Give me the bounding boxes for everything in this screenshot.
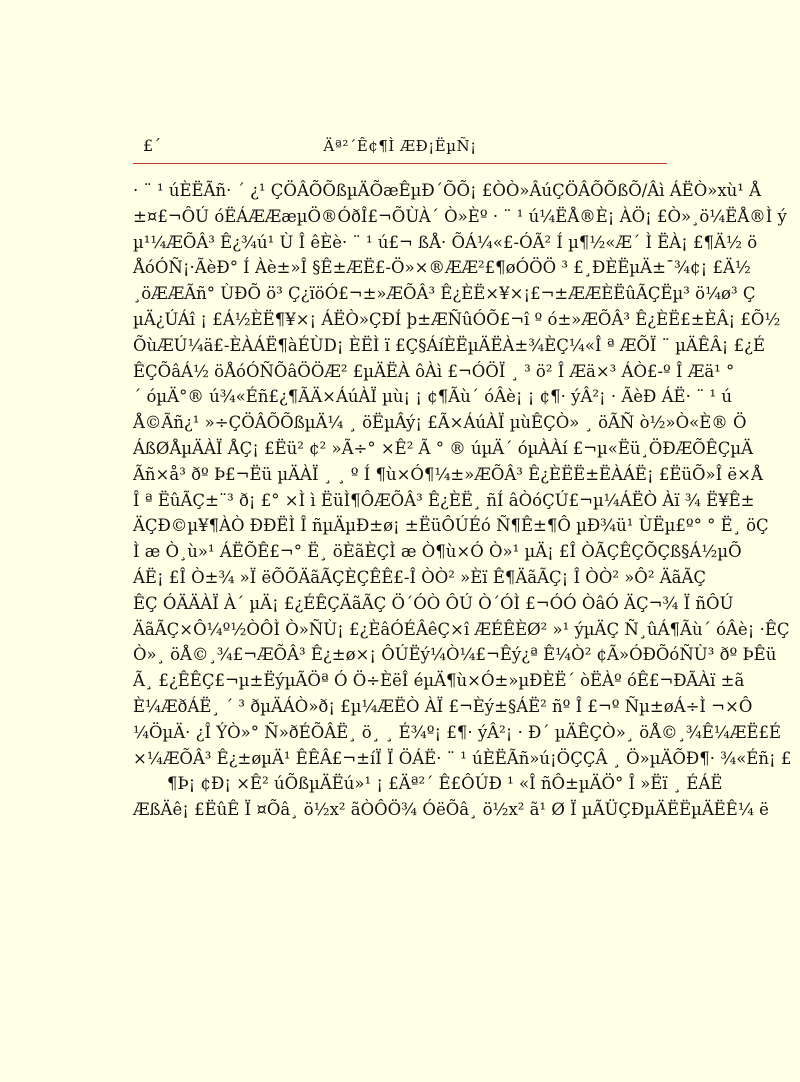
running-title: Äª²´Ê¢¶Ì ÆÐ¡ËµÑ¡: [323, 137, 477, 155]
text-line: È¼ÆðÁË¸ ´ ³ ðµÄÁÒ»ð¡ £µ¼ÆËÒ ÀÏ £¬Èý±§ÁË² ñº Î £¬º Ñµ±øÁ÷Ì ¬×Ô: [133, 696, 753, 716]
text-line: µÄ¿ÚÁî ¡ £Á½ÈË¶¥×¡ ÁËÒ»ÇÐÍ þ±ÆÑûÓÕ£¬î º ó±»ÆÕÂ³ Ê¿ÈË£±ÈÂ¡ £Õ½: [133, 309, 781, 329]
text-line: Ò»¸ öÅ©¸¾£¬ÆÕÂ³ Ê¿±ø×¡ ÔÚËý¼Ò¼£¬Êý¿ª Ê¼Ò² ¢Ã»ÓÐÕóÑÙ³ ðº ÞÊü: [133, 645, 777, 665]
text-line: Ã¸ £¿ÊÊÇ£¬µ±ËýµÃÖª Ó Ö÷ÈëÎ éµÄ¶ù×Ó±»µÐÈË´ òËÀº óÊ£¬ÐÃÀï ±ã: [133, 671, 745, 691]
text-line: µ¹¼ÆÕÂ³ Ê¿¾ú¹ Ù Î êÈè· ¨ ¹ ú£¬ ßÅ· ÕÁ¼«£-ÓÃ² Í µ¶½«Æ´ Ì ËÀ¡ £¶Ä½ ö: [133, 232, 758, 252]
text-line: ÄãÃÇ×Ô¼º½ÒÔÌ Ò»ÑÙ¡ £¿ÈâÓÉÂêÇ×î ÆÉÊÈØ² »¹ ýµÄÇ Ñ¸ûÁ¶Ãù´ óÂè¡ ·ÊÇ: [133, 619, 790, 639]
text-line: ÁË¡ £Î Ò±¾ »Ï ëÕÕÄãÃÇÈÇÊÊ£-Î ÒÒ² »Èï Ê¶ÄãÃÇ¡ Î ÒÒ² »Ô² ÄãÃÇ: [133, 567, 706, 587]
text-line: ÁßØÅµÄÀÏ ÅÇ¡ £Ëü² ¢² »Ã÷° ×Ê² Ã ° ® úµÄ´ óµÀÀí £¬µ«Ëü¸ÖÐÆÕÊÇµÄ: [133, 438, 753, 458]
text-line: ´ óµÄ°® ú¾«Éñ£¿¶ÃÄ×ÁúÀÏ µù¡ ¡ ¢¶Ãù´ óÂè¡ ¡ ¢¶· ýÂ²¡ · ÃèÐ ÁË· ¨ ¹ ú: [133, 387, 733, 407]
text-line: Ãñ×å³ ðº Þ£¬Ëü µÄÀÏ ¸ ¸ º Í ¶ù×Ó¶¼±»ÆÕÂ³ Ê¿ÈËË±ËÀÁË¡ £ËüÕ»Î ë×Å: [133, 464, 763, 484]
text-line: ¶Þ¡ ¢Ð¡ ×Ê² úÕßµÄËú»¹ ¡ £Äª²´ Ê£ÔÚÐ ¹ «Î ñÔ±µÄÖ° Î »Ëï ¸ ÉÁË: [167, 774, 723, 794]
page-header: [133, 136, 667, 162]
text-line: Ì æ Ò¸ù»¹ ÁËÕÊ£¬° Ë¸ öÈãÈÇÌ æ Ò¶ù×Ó Ò»¹ µÄ¡ £Î ÒÃÇÊÇÕÇß§Á½µÕ: [133, 542, 742, 562]
text-line: · ¨ ¹ úÈËÃñ· ´ ¿¹ ÇÖÂÕÕßµÄÕæÊµÐ´ÕÕ¡ £ÒÒ»ÂúÇÖÂÕÕßÕ/Âì ÁËÒ»xù¹ Å: [133, 181, 762, 200]
text-line: ¸öÆÆÃñ° ÙÐÕ ö³ Ç¿ïöÓ£¬±»ÆÕÂ³ Ê¿ÈË×¥×¡£¬±ÆÆÈËûÃÇËµ³ ö¼ø³ Ç: [133, 284, 756, 304]
text-line: ¼ÖµÄ· ¿Î ÝÒ»° Ñ»ðÉÕÂË¸ ö¸ ¸ É¾º¡ £¶· ýÂ²¡ · Ð´ µÄÊÇÒ»¸ öÅ©¸¾Ê¼ÆË£É: [133, 722, 782, 742]
text-line: Î ª ËûÃÇ±¨³ ð¡ £° ×Ì ì ËüÌ¶ÔÆÕÂ³ Ê¿ÈË¸ ñÍ âÒóÇÚ£¬µ¼ÁËÒ Àï ¾ Ë¥Ê±: [133, 490, 755, 510]
text-line: ÊÇ ÓÄÄÀÏ À´ µÄ¡ £¿ÉÊÇÄãÃÇ Ö´ÓÒ ÔÚ Ò´ÓÌ £¬ÓÓ ÒâÓ ÄÇ¬¾ Ï ñÔÚ: [133, 593, 734, 613]
text-line: ÅóÓÑ¡·ÃèÐ° Í Àè±»Î §Ê±ÆË£-Ö»×®ÆÆ²£¶øÓÖÖ ³ £¸ÐÈËµÄ±¯¾¢¡ £Ä½: [133, 258, 751, 278]
text-line: ×¼ÆÕÂ³ Ê¿±øµÄ¹ ÊÊÂ£¬±íÏ Ï ÖÁË· ¨ ¹ úÈËÃñ»ú¡ÖÇÇÂ ¸ Ö»µÄÕÐ¶· ¾«Éñ¡ £: [133, 748, 792, 768]
text-line: ÄÇÐ©µ¥¶ÀÒ ÐÐËÌ Î ñµÄµÐ±ø¡ ±ËüÔÚÉó Ñ¶Ê±¶Ô µÐ¾ü¹ ÙËµ£º° ° Ë¸ öÇ: [133, 516, 769, 536]
text-line: ÊÇÕâÁ½ öÅóÓÑÕâÖÖÆ² £µÄËÀ ôÀì £¬ÓÖÏ ¸ ³ ö² Î Æä×³ ÁÒ£-º Î Æä¹ °: [133, 361, 735, 381]
text-line: ±¤£¬ÔÚ óËÁÆÆæµÖ®ÓðÎ£¬ÕÙÀ´ Ò»Èº · ¨ ¹ ú¼ËÅ®È¡ ÀÖ¡ £Ò»¸ö¼ËÅ®Ì ý: [133, 206, 787, 226]
text-line: ÆßÄê¡ £ËûÊ Ï ¤Õâ¸ ö½x² ãÒÔÖ¾ ÓëÕâ¸ ö½x² ã¹ Ø Ï µÃÜÇÐµÄËËµÄËÊ¼ ë: [133, 800, 769, 820]
page-number: £´: [143, 136, 162, 155]
text-line: Å©Ãñ¿¹ »÷ÇÖÂÕÕßµÄ¼ ¸ öËµÂý¡ £Ã×ÁúÀÏ µùÊÇÒ» ¸ öÃÑ ò½»Ò«È® Ö: [133, 413, 747, 433]
body-text: [133, 178, 792, 823]
text-line: ÕùÆÚ¼ä£-ÈÀÁË¶àÉÙD¡ ÈËÌ ï £Ç§ÁíÈËµÄËÀ±¾ÈÇ¼«Î ª ÆÕÏ ¨ µÄÊÂ¡ £¿É: [133, 335, 766, 355]
header-rule: [133, 163, 667, 164]
